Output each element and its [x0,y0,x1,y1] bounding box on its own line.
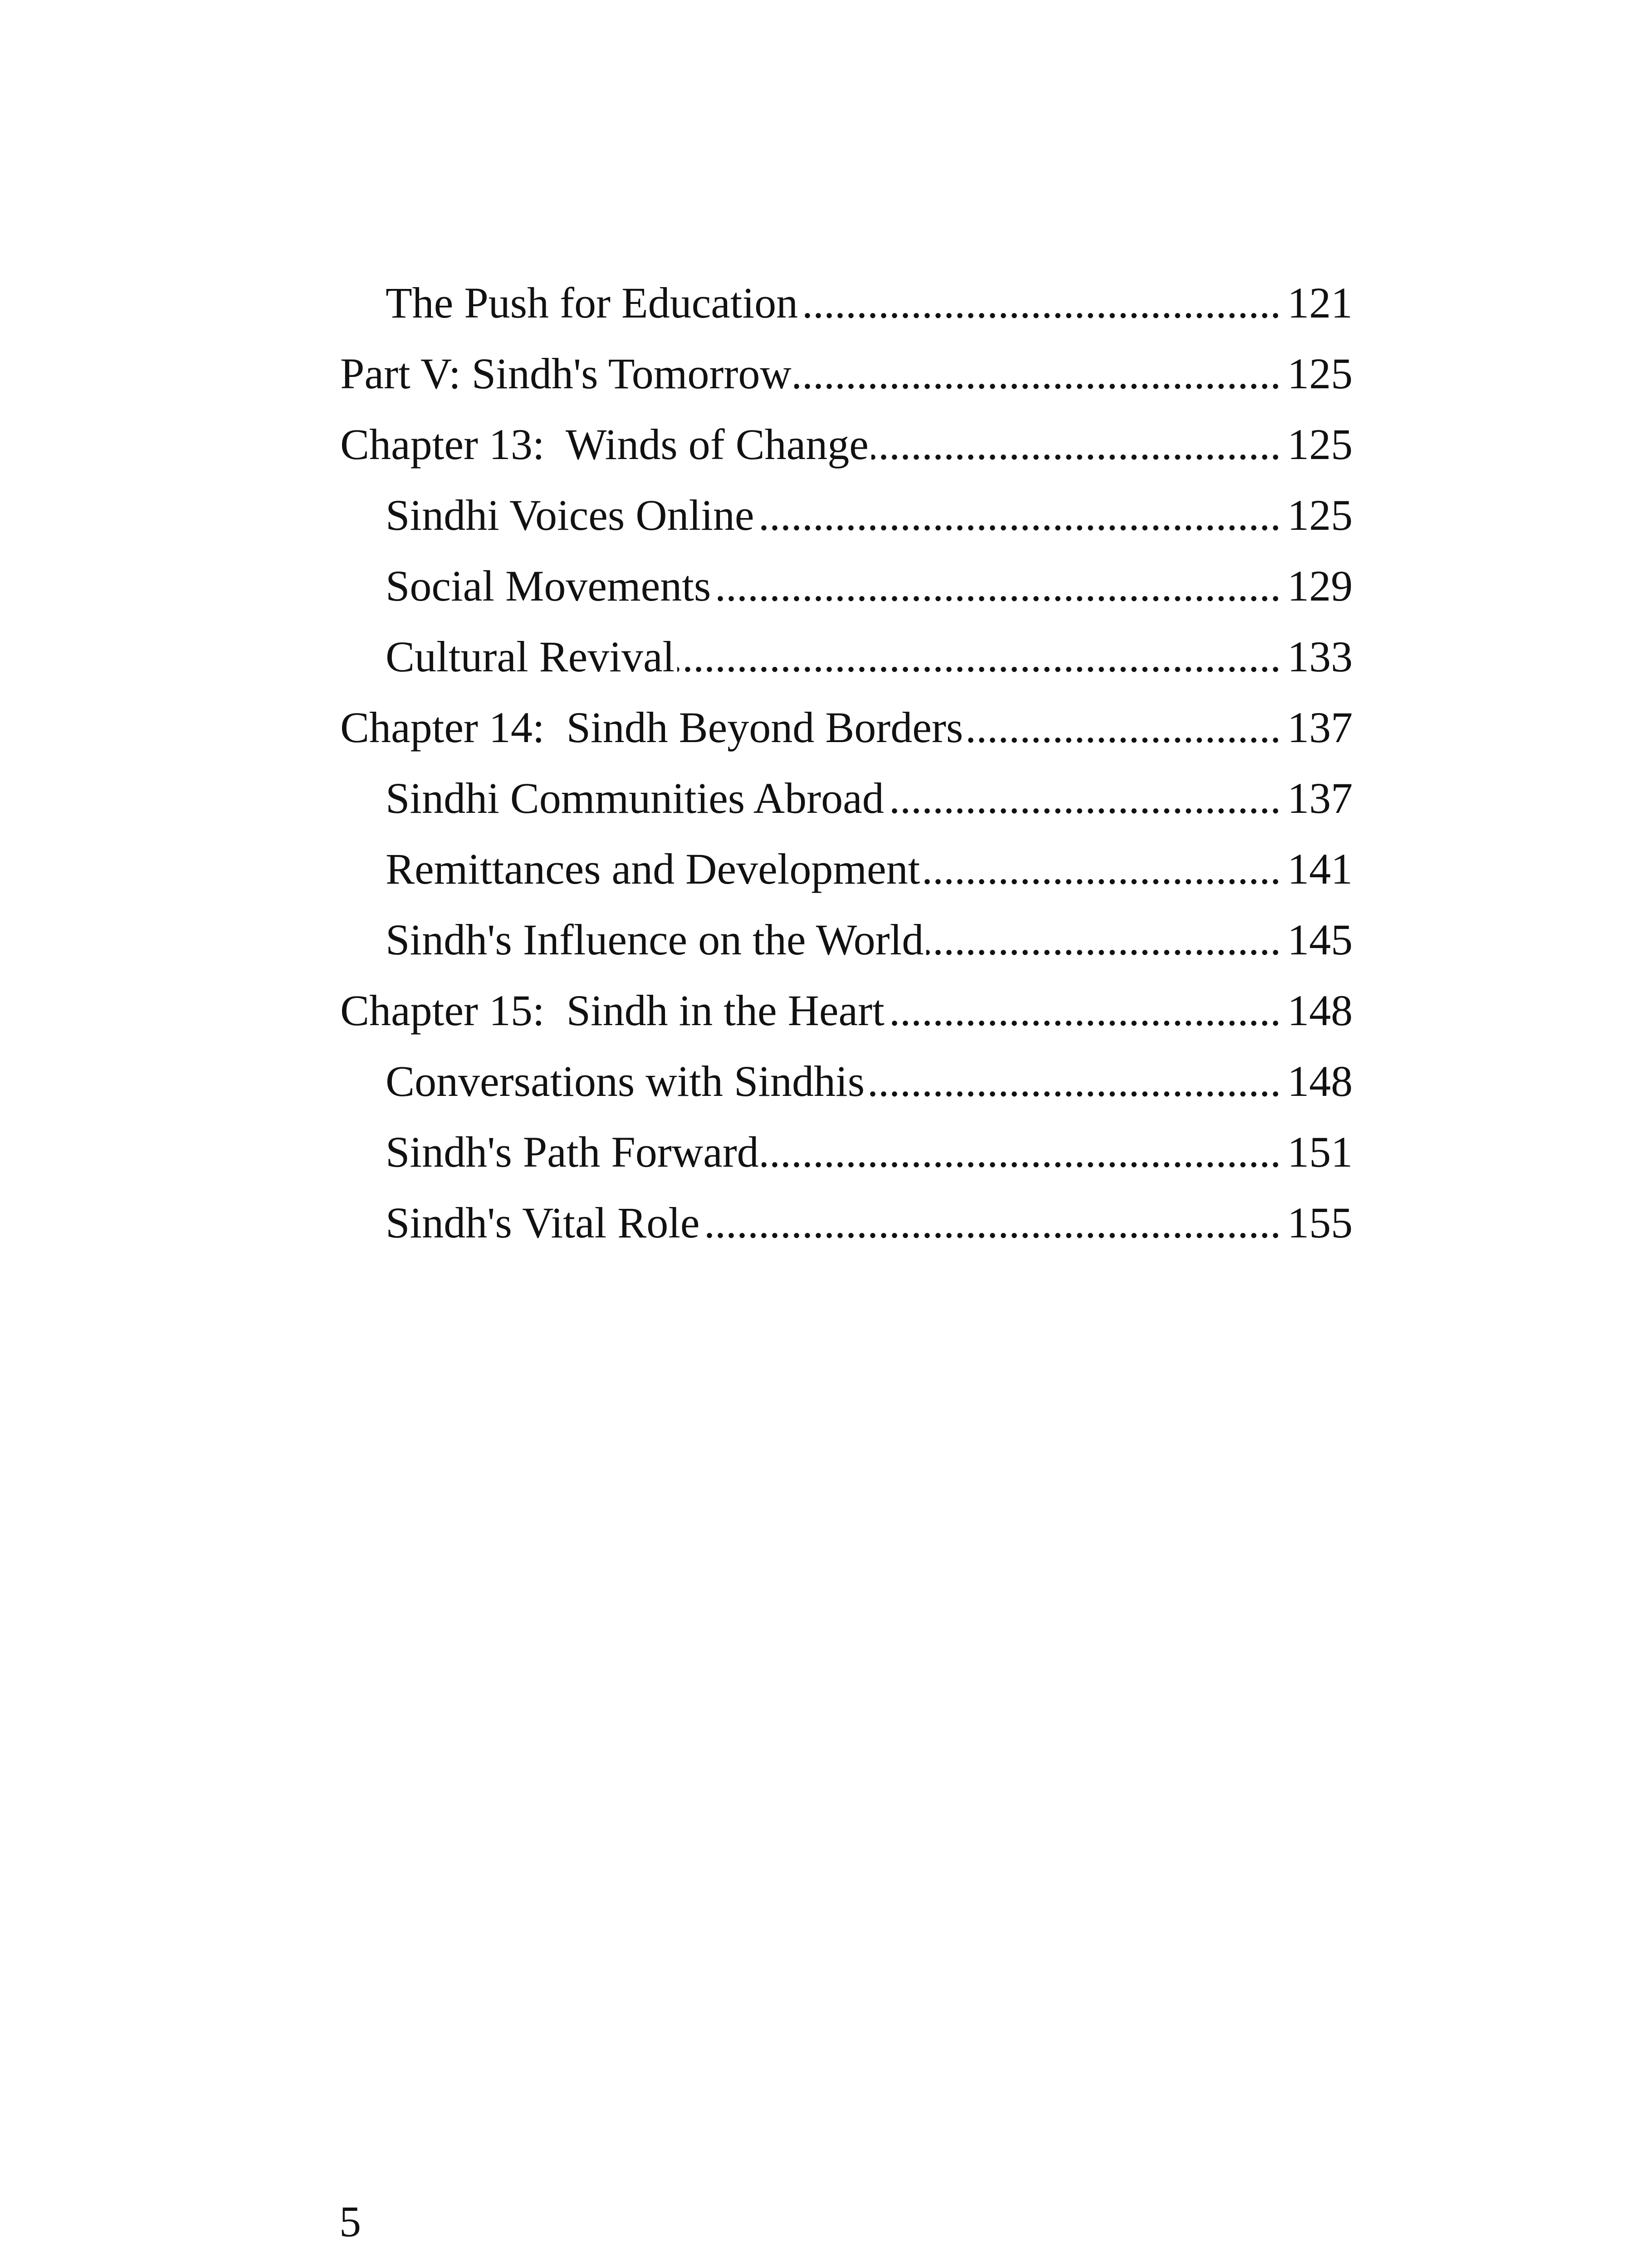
toc-dot-leader [867,1046,1281,1117]
toc-entry-page: 141 [1287,845,1353,893]
toc-entry-title: Cultural Revival [386,632,675,681]
toc-entry-page: 125 [1287,491,1353,539]
toc-entry-page: 148 [1287,986,1353,1035]
toc-dot-leader [794,338,1281,409]
toc-entry-social-movements[interactable] [340,551,1353,621]
toc-entry-remittances-and-development[interactable] [340,834,1353,904]
toc-entry-page: 125 [1287,420,1353,469]
toc-entry-title: The Push for Education [386,279,798,327]
toc-entry-sindhi-communities-abroad[interactable] [340,763,1353,834]
toc-entry-chapter-14[interactable] [340,692,1353,763]
toc-entry-chapter-13[interactable] [340,409,1353,480]
toc-dot-leader [762,1117,1281,1188]
toc-entry-page: 151 [1287,1128,1353,1176]
page-number: 5 [339,2197,361,2246]
toc-dot-leader [966,692,1281,763]
toc-entry-page: 129 [1287,562,1353,610]
toc-entry-sindhi-voices-online[interactable] [340,480,1353,551]
toc-entry-sindhs-path-forward[interactable] [340,1117,1353,1188]
toc-dot-leader [887,975,1281,1046]
toc-entry-chapter-15[interactable] [340,975,1353,1046]
toc-entry-title: Sindhi Communities Abroad [386,774,884,822]
toc-entry-title: Sindh's Influence on the World [386,915,924,964]
toc-dot-leader [871,409,1281,480]
toc-entry-page: 125 [1287,349,1353,398]
toc-dot-leader [757,480,1281,551]
toc-entry-title: Sindhi Voices Online [386,491,754,539]
toc-entry-title: Conversations with Sindhis [386,1057,865,1105]
toc-entry-title: Social Movements [386,562,711,610]
toc-dot-leader [801,268,1281,338]
toc-entry-title: Chapter 15: Sindh in the Heart [340,986,885,1035]
toc-entry-page: 137 [1287,703,1353,752]
table-of-contents [340,268,1353,1258]
toc-entry-page: 148 [1287,1057,1353,1105]
toc-entry-page: 145 [1287,915,1353,964]
toc-entry-title: Remittances and Development [386,845,920,893]
toc-entry-page: 133 [1287,632,1353,681]
toc-entry-page: 155 [1287,1198,1353,1247]
toc-dot-leader [887,763,1281,834]
toc-entry-page: 137 [1287,774,1353,822]
toc-entry-sindhs-influence-on-the-world[interactable] [340,904,1353,975]
toc-entry-title: Chapter 14: Sindh Beyond Borders [340,703,963,752]
toc-entry-title: Sindh's Vital Role [386,1198,700,1247]
toc-entry-title: Sindh's Path Forward [386,1128,759,1176]
toc-dot-leader [923,834,1281,904]
toc-entry-title: Part V: Sindh's Tomorrow [340,349,792,398]
toc-entry-conversations-with-sindhis[interactable] [340,1046,1353,1117]
toc-entry-part-v[interactable] [340,338,1353,409]
toc-entry-title: Chapter 13: Winds of Change [340,420,869,469]
toc-dot-leader [702,1188,1281,1258]
toc-dot-leader [677,621,1281,692]
toc-entry-sindhs-vital-role[interactable] [340,1188,1353,1258]
toc-entry-page: 121 [1287,279,1353,327]
toc-dot-leader [926,904,1281,975]
toc-entry-cultural-revival[interactable] [340,621,1353,692]
toc-dot-leader [714,551,1281,621]
toc-entry-push-for-education[interactable] [340,268,1353,338]
